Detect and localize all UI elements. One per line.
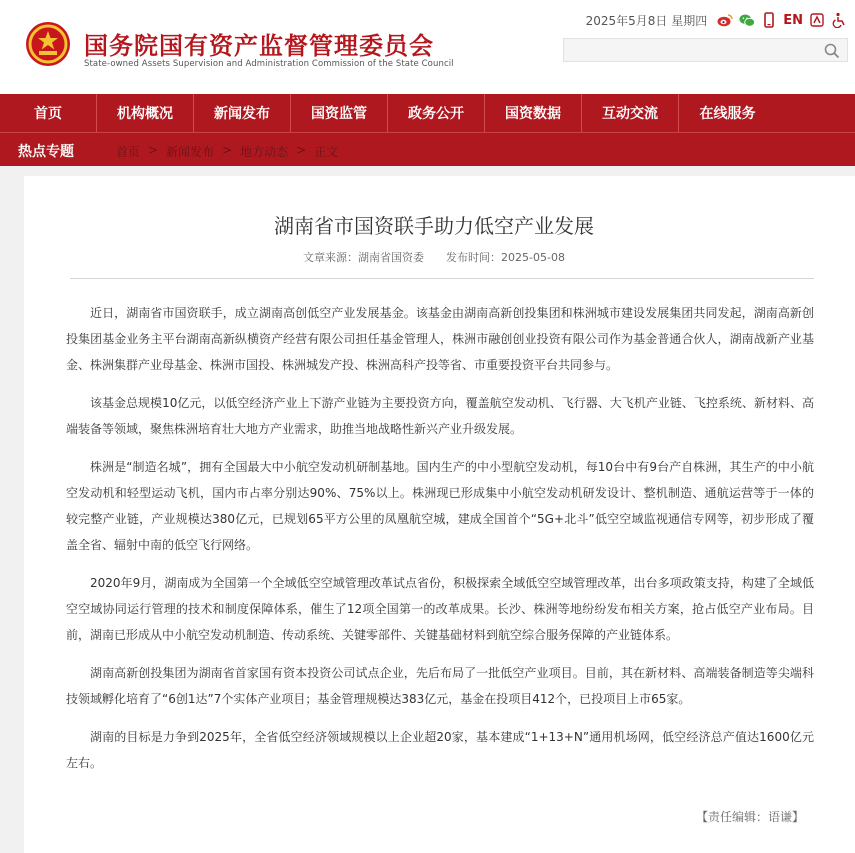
breadcrumb-separator: > [222,143,233,157]
search-input[interactable] [563,38,848,62]
breadcrumb-current: 正文 [314,145,339,159]
article-paragraph: 该基金总规模10亿元，以低空经济产业上下游产业链为主要投资方向，覆盖航空发动机、飞行器、大飞机产业链、飞控系统、新材料、高端装备等领域，聚焦株洲培育壮大地方产业需求，助推当地战略性新兴产业升级发展。 [66,396,814,436]
main-nav [0,94,855,132]
hot-topics-link[interactable]: 热点专题 [18,144,74,160]
breadcrumb-separator: > [148,143,159,157]
wechat-icon[interactable] [739,12,755,28]
national-emblem-icon[interactable] [24,20,72,68]
title-divider [70,278,814,279]
nav-item-online-service[interactable]: 在线服务 [699,106,756,122]
site-title[interactable]: 国务院国有资产监督管理委员会 [84,32,434,60]
nav-item-organization[interactable]: 机构概况 [97,94,194,132]
top-toolbar [586,10,847,30]
breadcrumb-news[interactable]: 新闻发布 [166,145,215,159]
article-publish-time: 发布时间：2025-05-08 [446,251,565,264]
article-source: 文章来源：湖南省国资委 [303,251,425,264]
article-title: 湖南省市国资联手助力低空产业发展 [274,214,594,238]
nav-item-supervision[interactable]: 国资监管 [291,94,388,132]
elderly-mode-icon[interactable] [809,12,825,28]
article-paragraph: 2020年9月，湖南成为全国第一个全域低空空域管理改革试点省份，积极探索全域低空空域管理改革，出台多项政策支持，构建了全域低空空域协同运行管理的技术和制度保障体系，催生了12项全国第一的改革成果。长沙、株洲等地纷纷发布相关方案，抢占低空产业布局。目前，湖南已形成从中小航空发动机制造、传动系统、关键零部件、关键基础材料到航空综合服务保障的产业链体系。 [66,576,814,642]
search-icon[interactable] [823,42,841,60]
nav-item-data[interactable]: 国资数据 [485,94,582,132]
article-paragraph: 湖南高新创投集团为湖南省首家国有资本投资公司试点企业，先后布局了一批低空产业项目。目前，其在新材料、高端装备制造等尖端科技领域孵化培育了“6创1达”7个实体产业项目；基金管理规模达383亿元，基金在投项目412个，已投项目上市65家。 [66,666,814,706]
current-date: 2025年5月8日 星期四 [585,13,708,28]
mobile-icon[interactable] [761,12,777,28]
nav-item-news[interactable]: 新闻发布 [194,94,291,132]
breadcrumb-local-news[interactable]: 地方动态 [240,145,289,159]
weibo-icon[interactable] [717,12,733,28]
nav-item-public-affairs[interactable]: 政务公开 [388,94,485,132]
breadcrumb-separator: > [296,143,307,157]
nav-item-home[interactable]: 首页 [0,94,97,132]
site-header [0,0,855,94]
article-paragraph: 湖南的目标是力争到2025年，全省低空经济领域规模以上企业超20家，基本建成“1+13+N”通用机场网，低空经济总产值达1600亿元左右。 [66,730,814,770]
breadcrumb [116,143,338,160]
article-paragraph: 近日，湖南省市国资联手，成立湖南高创低空产业发展基金。该基金由湖南高新创投集团和株洲城市建设发展集团共同发起，湖南高新创投集团基金业务主平台湖南高新纵横资产经营有限公司担任基金管理人，株洲市融创创业投资有限公司作为基金普通合伙人，湖南战新产业基金、株洲集群产业母基金、株洲市国投、株洲城发产投、株洲高科产投等省、市重要投资平台共同参与。 [66,306,814,372]
article-meta [24,249,844,265]
site-title-english: State-owned Assets Supervision and Administration Commission of the State Council [84,59,454,69]
responsible-editor: 【责任编辑：语谦】 [695,810,804,824]
article-body [66,300,814,788]
article-paragraph: 株洲是“制造名城”，拥有全国最大中小航空发动机研制基地。国内生产的中小型航空发动机，每10台中有9台产自株洲，其生产的中小航空发动机和轻型运动飞机，国内市占率分别达90%、75%以上。株洲现已形成集中小航空发动机研发设计、整机制造、通航运营等于一体的较完整产业链，产业规模达380亿元，已规划65平方公里的凤凰航空城，建成全国首个“5G+北斗”低空空域监视通信专网等，初步形成了覆盖全省、辐射中南的低空飞行网络。 [66,460,814,552]
english-version-link[interactable]: EN [783,12,803,28]
nav-item-interaction[interactable]: 互动交流 [582,94,679,132]
accessibility-icon[interactable] [831,12,847,28]
breadcrumb-home[interactable]: 首页 [116,145,141,159]
subnav-bar [0,132,855,166]
article-panel [24,176,855,853]
